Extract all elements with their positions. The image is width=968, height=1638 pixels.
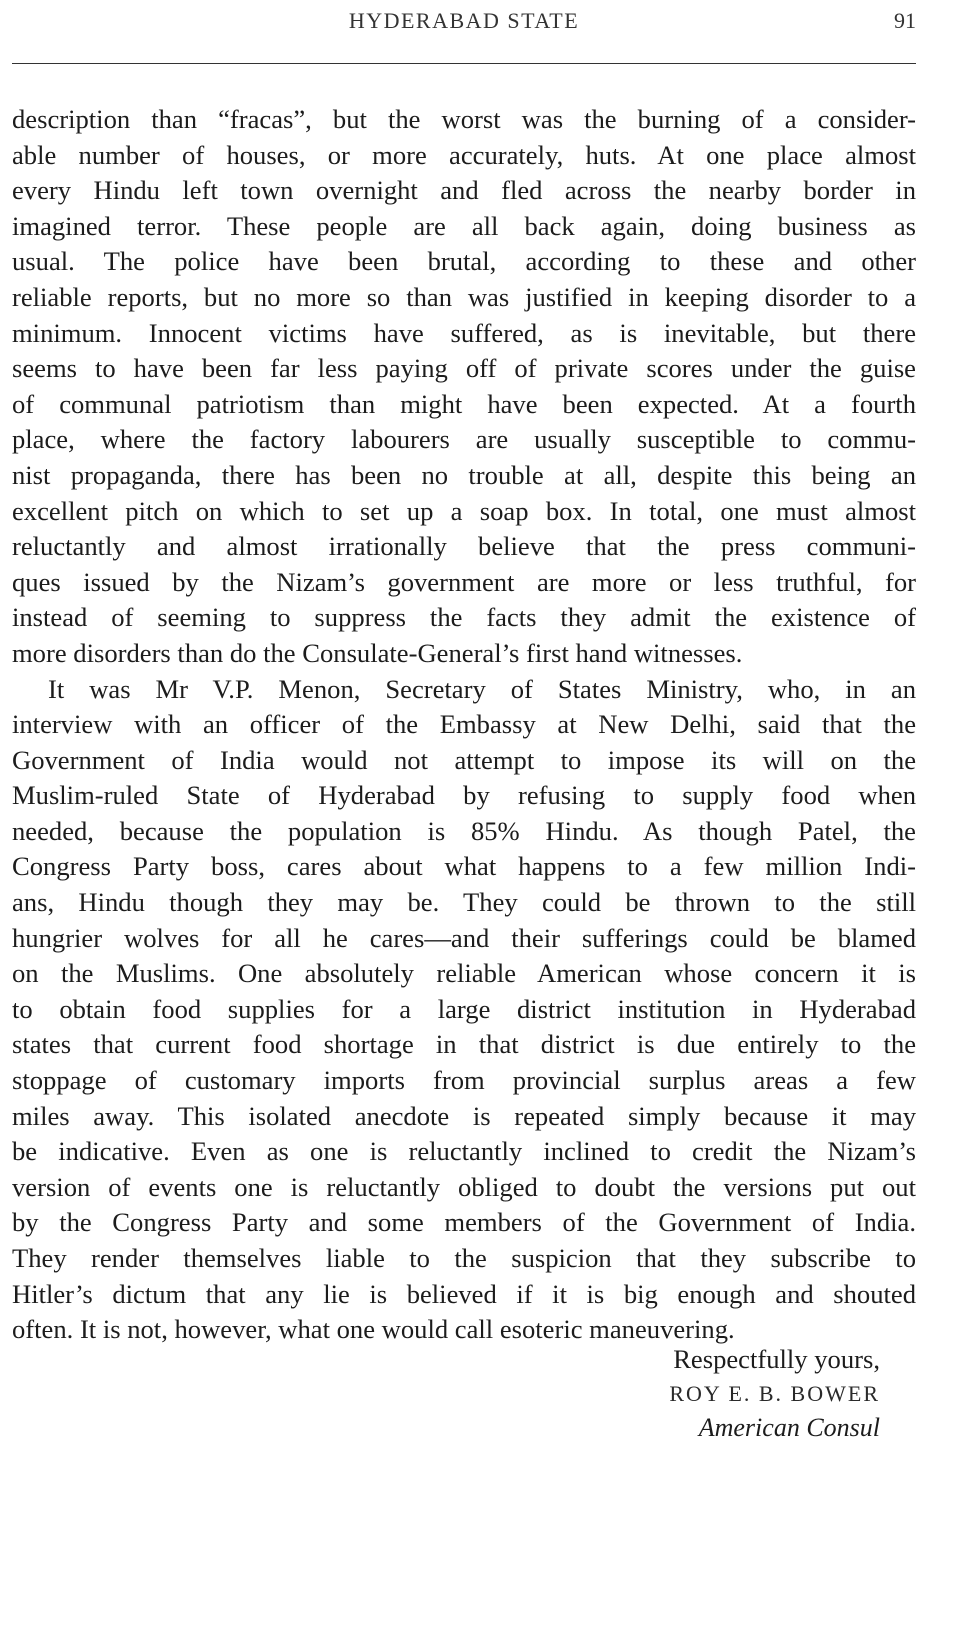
text-line: more disorders than do the Consulate-General’s first hand witnesses. [12,637,743,668]
text-line: excellent pitch on which to set up a soap box. In total, one must almost [12,495,916,526]
page-number: 91 [894,8,916,33]
text-line: nist propaganda, there has been no trouble at all, despite this being an [12,459,916,490]
text-line: imagined terror. These people are all back again, doing business as [12,210,916,241]
text-line: hungrier wolves for all he cares—and their sufferings could be blamed [12,922,916,953]
text-line: seems to have been far less paying off of private scores under the guise [12,353,916,384]
text-line: of communal patriotism than might have been expected. At a fourth [12,388,916,419]
text-line: needed, because the population is 85% Hindu. As though Patel, the [12,815,916,846]
text-line: description than “fracas”, but the worst was the burning of a consider- [12,104,916,134]
text-line: every Hindu left town overnight and fled across the nearby border in [12,175,916,206]
text-line: often. It is not, however, what one would call esoteric maneuvering. [12,1314,735,1345]
text-line: Government of India would not attempt to impose its will on the [12,744,916,775]
text-line: minimum. Innocent victims have suffered, as is inevitable, but there [12,317,916,348]
text-line: version of events one is reluctantly obliged to doubt the versions put out [12,1171,916,1202]
signature-block [560,1342,880,1445]
text-line: states that current food shortage in that district is due entirely to the [12,1029,916,1060]
text-line: place, where the factory labourers are usually susceptible to commu- [12,424,916,455]
running-head [12,8,916,38]
signatory-title: American Consul [698,1413,880,1442]
text-line: ans, Hindu though they may be. They could be thrown to the still [12,887,916,918]
running-title: HYDERABAD STATE [348,8,580,33]
signatory-name: ROY E. B. BOWER [669,1381,880,1406]
text-line: instead of seeming to suppress the facts they admit the existence of [12,602,916,633]
text-line: usual. The police have been brutal, according to these and other [12,246,916,277]
signature-closing: Respectfully yours, [673,1344,880,1374]
text-line: stoppage of customary imports from provincial surplus areas a few [12,1065,916,1096]
text-line: reluctantly and almost irrationally believe that the press communi- [12,531,916,562]
text-line: interview with an officer of the Embassy at New Delhi, said that the [12,709,916,740]
text-line: to obtain food supplies for a large district institution in Hyderabad [12,993,916,1024]
body-text [12,102,916,1348]
text-line: They render themselves liable to the suspicion that they subscribe to [12,1243,916,1273]
header-rule [12,63,916,64]
text-line: Congress Party boss, cares about what happens to a few million Indi- [12,851,916,882]
text-line: ques issued by the Nizam’s government are more or less truthful, for [12,566,916,597]
text-line: reliable reports, but no more so than was justified in keeping disorder to a [12,281,916,312]
text-line: Muslim-ruled State of Hyderabad by refusing to supply food when [12,780,916,811]
paragraph-start-line: It was Mr V.P. Menon, Secretary of States Ministry, who, in an [48,673,916,704]
text-line: by the Congress Party and some members of the Government of India. [12,1207,916,1238]
text-line: Hitler’s dictum that any lie is believed if it is big enough and shouted [12,1278,916,1309]
text-line: able number of houses, or more accurately, huts. At one place almost [12,139,916,170]
book-page [12,0,916,1638]
text-line: on the Muslims. One absolutely reliable American whose concern it is [12,958,916,989]
text-line: be indicative. Even as one is reluctantly inclined to credit the Nizam’s [12,1136,916,1167]
text-line: miles away. This isolated anecdote is repeated simply because it may [12,1100,916,1131]
